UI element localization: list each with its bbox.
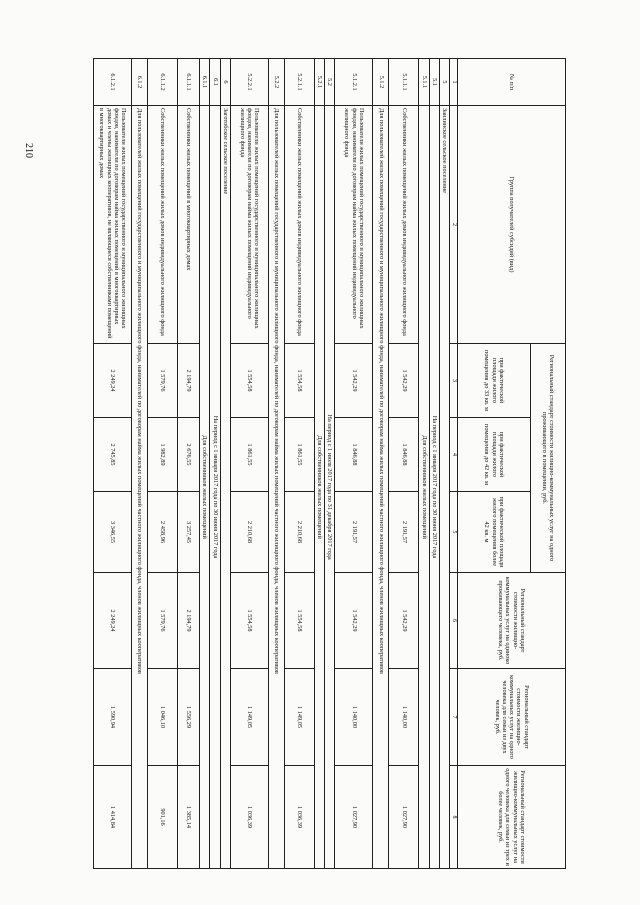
table-row bbox=[230, 59, 268, 869]
row-number: 6.1.2.1 bbox=[94, 59, 132, 106]
row-number: 6.1.2 bbox=[132, 59, 148, 106]
row-description: Собственники жилых помещений жилых домов индивидуального жилищного фонда bbox=[148, 106, 178, 344]
table-row bbox=[419, 59, 429, 869]
table-row bbox=[284, 59, 314, 869]
row-number: 6 bbox=[220, 59, 230, 106]
table-row bbox=[314, 59, 324, 869]
value-cell: 2 210,68 bbox=[230, 492, 268, 573]
value-cell: 1 846,88 bbox=[389, 418, 419, 492]
page-number: 210 bbox=[23, 143, 34, 158]
settlement-title: Заилинское сельское поселение bbox=[439, 106, 449, 869]
header-sub-over42: при фактической площади жилого помещения более 42 кв. м bbox=[458, 492, 531, 573]
period-title: На период с 1 июля 2017 года по 31 декабря 2017 года bbox=[325, 106, 335, 869]
table-row bbox=[132, 59, 148, 869]
row-number: 5.2.1.1 bbox=[284, 59, 314, 106]
index-cell: 2 bbox=[450, 106, 458, 344]
row-number: 6.1.1.1 bbox=[178, 59, 200, 106]
value-cell: 1 579,76 bbox=[148, 344, 178, 418]
index-cell: 4 bbox=[450, 418, 458, 492]
period-title: На период с 1 января 2017 года по 30 июня 2017 года bbox=[210, 106, 220, 869]
row-description: Пользователи жилых помещений государственного и муниципального жилищных фондов, наниматели по договорам найма жилых помещений в многоквартирных домах и члены жилищных кооперативов, не являющиеся собственниками помещений в многоквартирных домах bbox=[94, 106, 132, 344]
row-number: 5.2.2 bbox=[268, 59, 284, 106]
value-cell: 1 554,58 bbox=[284, 344, 314, 418]
value-cell: 1 554,58 bbox=[284, 573, 314, 669]
value-cell: 2 194,79 bbox=[178, 573, 200, 669]
value-cell: 2 458,96 bbox=[148, 492, 178, 573]
row-number: 5.2.1 bbox=[314, 59, 324, 106]
row-number: 5.1.1.1 bbox=[389, 59, 419, 106]
owners-subtitle: Для собственников жилых помещений bbox=[200, 106, 210, 869]
table-row bbox=[94, 59, 132, 869]
value-cell: 2 249,24 bbox=[94, 573, 132, 669]
row-description: Собственники жилых помещений жилых домов индивидуального жилищного фонда bbox=[389, 106, 419, 344]
value-cell: 1 542,29 bbox=[389, 344, 419, 418]
row-number: 5.2 bbox=[325, 59, 335, 106]
table-row bbox=[389, 59, 419, 869]
row-description: Собственники жилых помещений жилых домов индивидуального жилищного фонда bbox=[284, 106, 314, 344]
value-cell: 1 385,14 bbox=[178, 766, 200, 869]
row-number: 5.2.2.1 bbox=[230, 59, 268, 106]
value-cell: 1 579,76 bbox=[148, 573, 178, 669]
value-cell: 1 590,94 bbox=[94, 669, 132, 766]
value-cell: 1 556,29 bbox=[178, 669, 200, 766]
value-cell: 3 257,45 bbox=[178, 492, 200, 573]
table-row bbox=[200, 59, 210, 869]
value-cell: 2 210,68 bbox=[284, 492, 314, 573]
row-description: Собственники жилых помещений в многоквартирных домах bbox=[178, 106, 200, 344]
table-body bbox=[94, 59, 458, 869]
value-cell: 2 191,57 bbox=[335, 492, 373, 573]
cost-standards-table bbox=[93, 58, 566, 869]
value-cell: 1 554,58 bbox=[230, 573, 268, 669]
owners-subtitle: Для собственников жилых помещений bbox=[314, 106, 324, 869]
value-cell: 3 346,55 bbox=[94, 492, 132, 573]
header-sub-42: при фактической площади жилого помещения до 42 кв. м bbox=[458, 418, 531, 492]
row-number: 5.1 bbox=[429, 59, 439, 106]
row-description: Пользователи жилых помещений государственного и муниципального жилищных фондов, наниматели по договорам найма жилых помещений индивидуального жилищного фонда bbox=[230, 106, 268, 344]
value-cell: 1 554,58 bbox=[230, 344, 268, 418]
index-cell: 7 bbox=[450, 669, 458, 766]
value-cell: 1 036,39 bbox=[230, 766, 268, 869]
period-title: На период с 1 января 2017 года по 30 июня 2017 года bbox=[429, 106, 439, 869]
row-description: Пользователи жилых помещений государственного и муниципального жилищных фондов, наниматели по договорам найма жилых помещений индивидуального жилищного фонда bbox=[335, 106, 373, 344]
table-row bbox=[429, 59, 439, 869]
value-cell: 1 036,39 bbox=[284, 766, 314, 869]
header-col-group: Группа получателей субсидий (вид) bbox=[458, 106, 566, 344]
value-cell: 1 027,90 bbox=[335, 766, 373, 869]
row-number: 6.1.1.2 bbox=[148, 59, 178, 106]
header-group-cost-title: Региональный стандарт стоимости жилищно-коммунальных услуг на одного проживающего в помещении, руб. bbox=[531, 344, 566, 573]
table-row bbox=[220, 59, 230, 869]
value-cell: 901,16 bbox=[148, 766, 178, 869]
header-col-two-persons: Региональный стандарт стоимости жилищно-коммунальных услуг на одного человека для семьи из двух человек, руб. bbox=[458, 669, 566, 766]
value-cell: 1 414,84 bbox=[94, 766, 132, 869]
table-row bbox=[439, 59, 449, 869]
table-row bbox=[268, 59, 284, 869]
index-cell: 8 bbox=[450, 766, 458, 869]
value-cell: 1 982,89 bbox=[148, 418, 178, 492]
header-col-num: № п/п bbox=[458, 59, 566, 106]
row-number: 5.1.2 bbox=[373, 59, 389, 106]
index-cell: 5 bbox=[450, 492, 458, 573]
value-cell: 1 542,29 bbox=[335, 573, 373, 669]
value-cell: 1 861,55 bbox=[230, 418, 268, 492]
value-cell: 2 249,24 bbox=[94, 344, 132, 418]
table-row bbox=[335, 59, 373, 869]
column-index-row bbox=[450, 59, 458, 869]
owners-subtitle: Для собственников жилых помещений bbox=[419, 106, 429, 869]
row-number: 5 bbox=[439, 59, 449, 106]
value-cell: 1 542,29 bbox=[389, 573, 419, 669]
header-row-1 bbox=[531, 59, 566, 869]
header-col-three-persons: Региональный стандарт стоимости жилищно-коммунальных услуг на одного человека для семьи из трех и более человек, руб. bbox=[458, 766, 566, 869]
table-row bbox=[210, 59, 220, 869]
header-sub-33: при фактической площади жилого помещения до 33 кв. м bbox=[458, 344, 531, 418]
settlement-title: Заготобское сельское поселение bbox=[220, 106, 230, 869]
value-cell: 2 676,55 bbox=[178, 418, 200, 492]
users-subtitle: Для пользователей жилых помещений государственного и муниципального жилищного фонда, нанимателей по договорам найма жилых помещений частного жилищного фонда, членов жилищных кооперативов bbox=[373, 106, 389, 869]
value-cell: 2 745,85 bbox=[94, 418, 132, 492]
index-cell: 1 bbox=[450, 59, 458, 106]
value-cell: 1 846,88 bbox=[335, 418, 373, 492]
users-subtitle: Для пользователей жилых помещений государственного и муниципального жилищного фонда, нанимателей по договорам найма жилых помещений частного жилищного фонда, членов жилищных кооперативов bbox=[268, 106, 284, 869]
index-cell: 3 bbox=[450, 344, 458, 418]
value-cell: 1 861,55 bbox=[284, 418, 314, 492]
row-number: 5.1.1 bbox=[419, 59, 429, 106]
table-row bbox=[178, 59, 200, 869]
value-cell: 2 191,57 bbox=[389, 492, 419, 573]
value-cell: 1 140,00 bbox=[389, 669, 419, 766]
table-row bbox=[325, 59, 335, 869]
value-cell: 1 542,29 bbox=[335, 344, 373, 418]
row-number: 6.1 bbox=[210, 59, 220, 106]
index-cell: 6 bbox=[450, 573, 458, 669]
value-cell: 1 149,05 bbox=[284, 669, 314, 766]
value-cell: 1 027,90 bbox=[389, 766, 419, 869]
table-row bbox=[148, 59, 178, 869]
rotated-table-wrapper bbox=[66, 58, 566, 868]
value-cell: 1 046,10 bbox=[148, 669, 178, 766]
header-col-one-person: Региональный стандарт стоимости жилищно-коммунальных услуг на одиноко проживающего человека, руб. bbox=[458, 573, 566, 669]
value-cell: 1 149,05 bbox=[230, 669, 268, 766]
table-row bbox=[373, 59, 389, 869]
row-number: 5.1.2.1 bbox=[335, 59, 373, 106]
value-cell: 2 194,79 bbox=[178, 344, 200, 418]
users-subtitle: Для пользователей жилых помещений государственного и муниципального жилищного фонда, нанимателей по договорам найма жилых помещений частного жилищного фонда, членов жилищных кооперативов bbox=[132, 106, 148, 869]
row-number: 6.1.1 bbox=[200, 59, 210, 106]
value-cell: 1 140,00 bbox=[335, 669, 373, 766]
